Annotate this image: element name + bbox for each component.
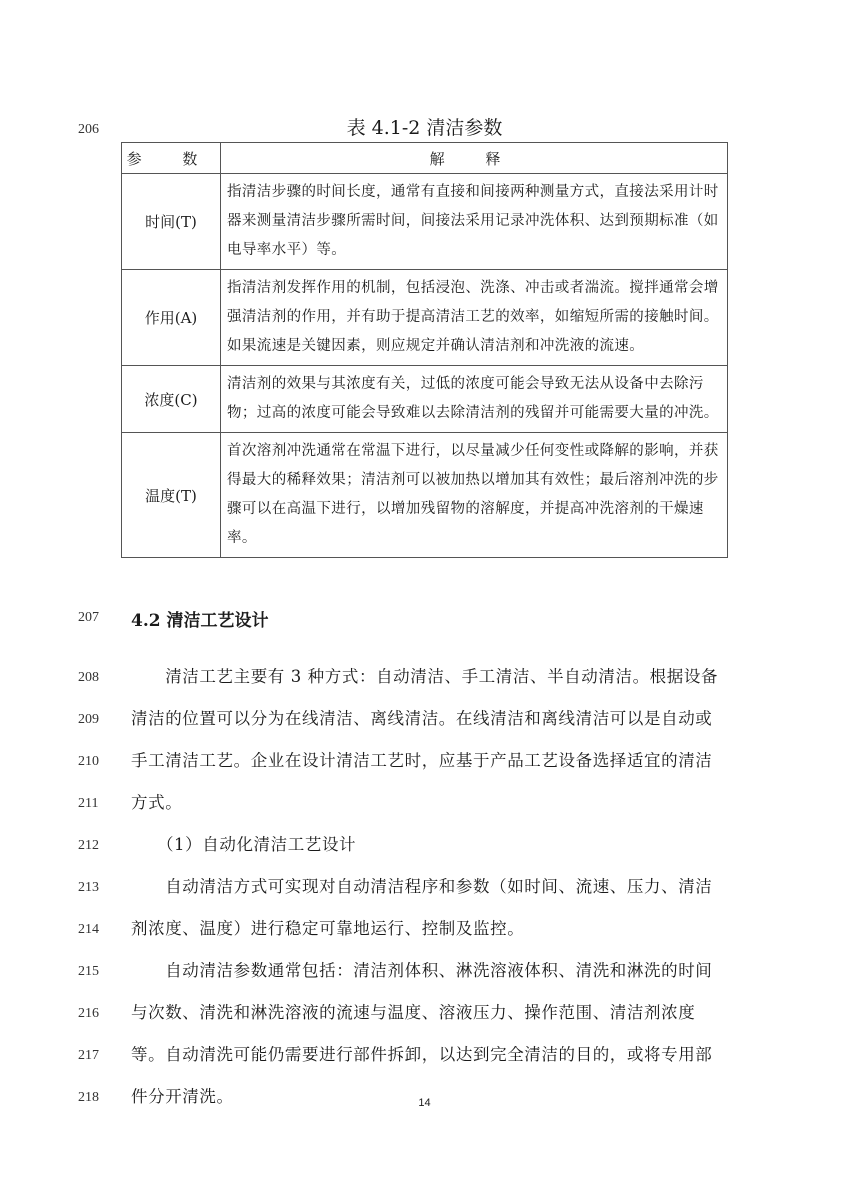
line-number: 214 <box>78 922 99 937</box>
line-number: 213 <box>78 880 99 895</box>
paragraph: 自动清洁方式可实现对自动清洁程序和参数（如时间、流速、压力、清洁剂浓度、温度）进行稳定可靠地运行、控制及监控。 <box>131 877 713 938</box>
param-description: 指清洁步骤的时间长度，通常有直接和间接两种测量方式，直接法采用计时器来测量清洁步骤所需时间，间接法采用记录冲洗体积、达到预期标准（如电导率水平）等。 <box>221 174 728 270</box>
table-header-row <box>122 143 728 174</box>
line-number: 211 <box>78 796 99 811</box>
page-number: 14 <box>418 1097 431 1109</box>
table-row <box>122 433 728 558</box>
table-caption: 表 4.1-2 清洁参数 <box>346 117 503 139</box>
param-name: 浓度(C) <box>122 366 221 433</box>
line-number: 217 <box>78 1048 99 1063</box>
line-number: 208 <box>78 670 99 685</box>
param-name: 时间(T) <box>122 174 221 270</box>
table-row <box>122 366 728 433</box>
param-name: 作用(A) <box>122 270 221 366</box>
section-heading: 4.2 清洁工艺设计 <box>131 611 269 631</box>
parameters-table <box>121 142 728 558</box>
line-number: 216 <box>78 1006 99 1021</box>
table-row <box>122 174 728 270</box>
param-description: 指清洁剂发挥作用的机制，包括浸泡、洗涤、冲击或者湍流。搅拌通常会增强清洁剂的作用，并有助于提高清洁工艺的效率，如缩短所需的接触时间。如果流速是关键因素，则应规定并确认清洁剂和冲洗液的流速。 <box>221 270 728 366</box>
line-number: 206 <box>78 122 99 137</box>
table-row <box>122 270 728 366</box>
line-number: 210 <box>78 754 99 769</box>
param-name: 温度(T) <box>122 433 221 558</box>
column-header-param: 参 数 <box>122 143 221 174</box>
subsection-heading: （1）自动化清洁工艺设计 <box>131 835 357 854</box>
line-number: 215 <box>78 964 99 979</box>
paragraph: 自动清洁参数通常包括：清洁剂体积、淋洗溶液体积、清洗和淋洗的时间与次数、清洗和淋洗溶液的流速与温度、溶液压力、操作范围、清洁剂浓度等。自动清洗可能仍需要进行部件拆卸，以达到完全清洁的目的，或将专用部件分开清洗。 <box>131 961 713 1106</box>
line-number: 207 <box>78 610 99 625</box>
param-description: 清洁剂的效果与其浓度有关，过低的浓度可能会导致无法从设备中去除污物；过高的浓度可能会导致难以去除清洁剂的残留并可能需要大量的冲洗。 <box>221 366 728 433</box>
paragraph: 清洁工艺主要有 3 种方式：自动清洁、手工清洁、半自动清洁。根据设备清洁的位置可以分为在线清洁、离线清洁。在线清洁和离线清洁可以是自动或手工清洁工艺。企业在设计清洁工艺时，应基于产品工艺设备选择适宜的清洁方式。 <box>131 667 719 812</box>
line-number: 212 <box>78 838 99 853</box>
column-header-explanation: 解 释 <box>221 143 728 174</box>
line-number: 218 <box>78 1090 99 1105</box>
param-description: 首次溶剂冲洗通常在常温下进行，以尽量减少任何变性或降解的影响，并获得最大的稀释效果；清洁剂可以被加热以增加其有效性；最后溶剂冲洗的步骤可以在高温下进行，以增加残留物的溶解度，并提高冲洗溶剂的干燥速率。 <box>221 433 728 558</box>
line-number: 209 <box>78 712 99 727</box>
